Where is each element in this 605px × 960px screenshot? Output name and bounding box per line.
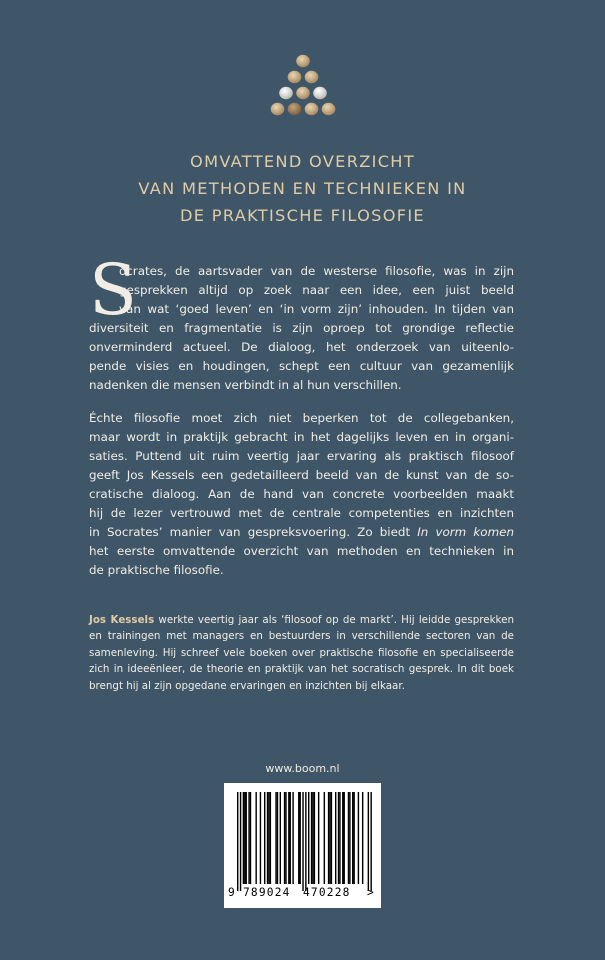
- barcode-bar: [250, 792, 251, 884]
- text-line: pende visies en houdingen, schept een cultuur van gezamenlijk: [89, 359, 514, 373]
- heading-line: DE PRAKTISCHE FILOSOFIE: [180, 206, 425, 225]
- barcode-bar: [292, 792, 293, 884]
- barcode-bar: [368, 792, 369, 891]
- barcode-bar: [280, 792, 281, 884]
- barcode-bar: [352, 792, 353, 884]
- paragraph-intro: [89, 262, 514, 395]
- pebble: [288, 103, 302, 115]
- isbn-barcode: [224, 783, 381, 908]
- text-line: de praktische filosofie.: [89, 563, 224, 577]
- barcode-bar: [246, 792, 247, 884]
- barcode-bar: [284, 792, 285, 884]
- cover-heading: [0, 148, 605, 229]
- barcode-bar: [290, 792, 291, 884]
- barcode-bar: [331, 792, 332, 884]
- barcode-bar: [324, 792, 325, 884]
- barcode-bar: [312, 792, 313, 884]
- barcode-arrow: >: [367, 886, 374, 899]
- text-line: geeft Jos Kessels een gedetailleerd beeld van de kunst van de so-: [89, 468, 514, 482]
- text-line: ocrates, de aartsvader van de westerse filosofie, was in zijn: [119, 264, 514, 278]
- barcode-bar: [248, 792, 249, 884]
- barcode-bar: [243, 792, 244, 884]
- barcode-bar: [288, 792, 289, 884]
- pebble: [288, 71, 302, 83]
- barcode-bar: [255, 792, 256, 884]
- barcode-bar: [338, 792, 339, 884]
- pyramid-of-pebbles-icon: [0, 0, 605, 130]
- text-segment: werkte veertig jaar als ‘filosoof op de markt’. Hij leidde gesprekken: [154, 614, 514, 626]
- barcode-bar: [244, 792, 245, 884]
- bio-line: brengt hij al zijn opgedane ervaringen en inzichten bij elkaar.: [89, 679, 405, 692]
- barcode-bar: [299, 792, 300, 884]
- bio-line: samenleving. Hij schreef vele boeken over praktische filosofie en specialiseerde: [89, 646, 514, 659]
- barcode-bar: [353, 792, 354, 884]
- text-line: onverminderd actueel. De dialoog, het onderzoek van uiteenlo-: [89, 340, 514, 354]
- barcode-bar: [268, 792, 269, 884]
- text-line: diversiteit en fragmentatie is zijn oproep tot grondige reflectie: [89, 321, 514, 335]
- text-line: Échte filosofie moet zich niet beperken tot de collegebanken,: [89, 411, 514, 425]
- barcode-bar: [277, 792, 278, 884]
- barcode-bar: [349, 792, 350, 884]
- text-line: maar wordt in praktijk gebracht in het dagelijks leven en in organi-: [89, 430, 514, 444]
- barcode-bar: [264, 792, 265, 884]
- pebble: [271, 103, 285, 115]
- barcode-bar: [314, 792, 315, 884]
- barcode-bar: [240, 792, 241, 891]
- heading-line: OMVATTEND OVERZICHT: [190, 152, 415, 171]
- text-line: nadenken die mensen verbindt in al hun verschillen.: [89, 378, 402, 392]
- barcode-number: [224, 886, 381, 904]
- book-title: In vorm komen: [417, 525, 515, 539]
- barcode-bar: [298, 792, 299, 884]
- author-name: Jos Kessels: [89, 614, 155, 626]
- text-segment: in Socrates’ manier van gespreksvoering. Zo biedt: [89, 525, 418, 539]
- drop-cap: S: [89, 249, 137, 331]
- barcode-first-digit: 9: [228, 886, 235, 899]
- barcode-bar: [328, 792, 329, 884]
- barcode-bar: [308, 792, 309, 884]
- publisher-url: www.boom.nl: [265, 762, 340, 775]
- barcode-left-group: 789024: [243, 886, 291, 899]
- barcode-bar: [311, 792, 312, 884]
- text-line: hij de lezer vertrouwd met de centrale competenties en inzichten: [89, 506, 514, 520]
- barcode-bar: [362, 792, 363, 884]
- barcode-bar: [285, 792, 286, 884]
- barcode-bar: [370, 792, 371, 891]
- barcode-right-group: 470228: [303, 886, 351, 899]
- barcode-bar: [342, 792, 343, 884]
- barcode-bar: [260, 792, 261, 884]
- barcode-bar: [339, 792, 340, 884]
- barcode-bar: [329, 792, 330, 884]
- barcode-bar: [348, 792, 349, 884]
- text-line: van wat ‘goed leven’ en ‘in vorm zijn’ inhouden. In tijden van: [119, 302, 514, 316]
- bio-line: en trainingen met managers en bestuurders in verschillende sectoren van de: [89, 630, 514, 643]
- barcode-bar: [237, 792, 238, 891]
- pebble: [279, 87, 293, 99]
- text-line: cratische dialoog. Aan de hand van concrete voorbeelden maakt: [89, 487, 514, 501]
- paragraph-description: [89, 409, 514, 580]
- pebble: [305, 103, 319, 115]
- barcode-bar: [344, 792, 345, 884]
- heading-line: VAN METHODEN EN TECHNIEKEN IN: [138, 179, 467, 198]
- pebble: [313, 87, 327, 99]
- pebble: [296, 55, 310, 67]
- barcode-bar: [335, 792, 336, 884]
- text-line: gesprekken altijd op zoek naar een idee, een juist beeld: [119, 283, 514, 297]
- text-line: saties. Puttend uit ruim veertig jaar ervaring als praktisch filosoof: [89, 449, 514, 463]
- pebble: [296, 87, 310, 99]
- text-line: het eerste omvattende overzicht van methoden en technieken in: [89, 544, 514, 558]
- pebble: [322, 103, 336, 115]
- barcode-bar: [267, 792, 268, 884]
- text-line: [89, 523, 514, 542]
- barcode-bar: [270, 792, 271, 884]
- barcode-bar: [302, 792, 303, 891]
- barcode-bar: [318, 792, 319, 884]
- barcode-bar: [358, 792, 359, 884]
- bio-line: [89, 612, 514, 628]
- pebble: [305, 71, 319, 83]
- barcode-bar: [275, 792, 276, 884]
- barcode-bar: [305, 792, 306, 891]
- bio-line: zich in ideeënleer, de theorie en praktijk van het socratisch gesprek. In dit boek: [89, 663, 514, 676]
- author-bio: [89, 612, 514, 694]
